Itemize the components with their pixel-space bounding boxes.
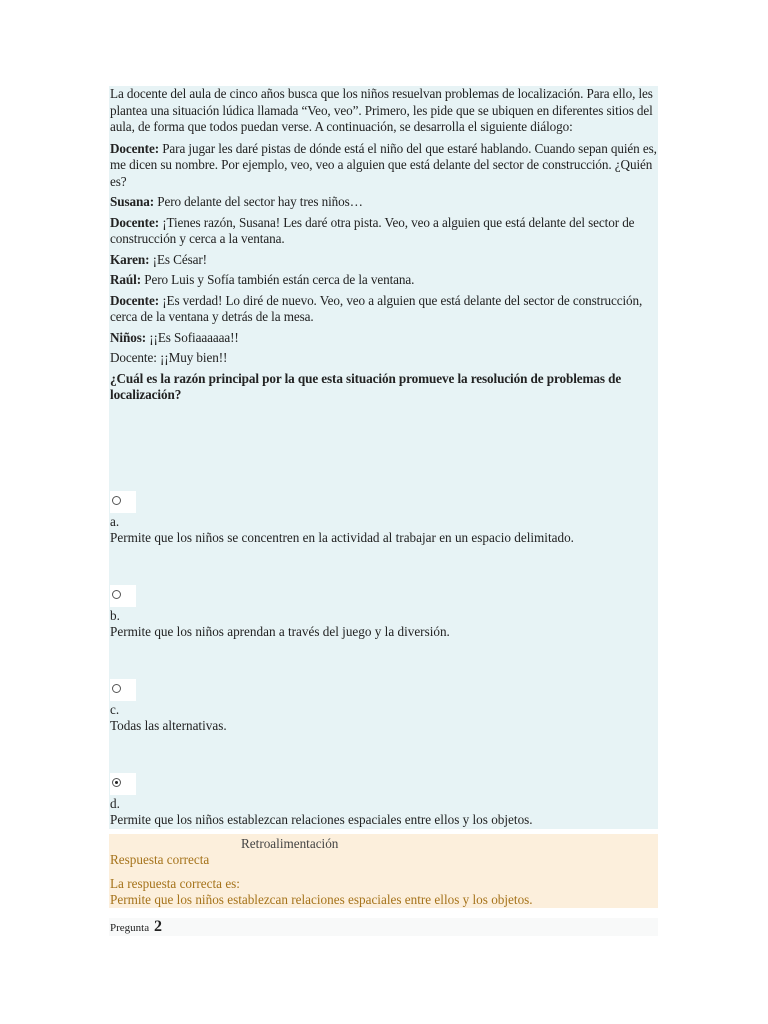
speaker-name: Niños: <box>110 329 147 345</box>
option-c-letter: c. <box>110 702 120 717</box>
dialogue-line <box>110 252 658 269</box>
feedback-answer-text: Permite que los niños establezcan relaciones espaciales entre ellos y los objetos. <box>110 892 533 907</box>
dialogue-line <box>110 194 658 211</box>
option-a-radio[interactable] <box>110 491 136 513</box>
question-label: Pregunta <box>110 922 150 934</box>
speaker-name: Susana: <box>110 194 155 209</box>
dialogue-text: Pero delante del sector hay tres niños… <box>154 194 363 209</box>
dialogue-line <box>110 330 658 347</box>
radio-circle-icon <box>112 684 121 693</box>
radio-circle-icon <box>112 496 121 505</box>
feedback-title: Retroalimentación <box>241 836 339 851</box>
option-b-text[interactable]: Permite que los niños aprendan a través del juego y la diversión. <box>110 624 450 639</box>
option-b-letter: b. <box>110 608 120 623</box>
dialogue-text: Para jugar les daré pistas de dónde está el niño del que estaré hablando. Cuando sepan quién es, me dicen su nombre. Por ejemplo, veo, veo a alguien que está delante del sector de construcción. ¿Quién es? <box>110 140 657 189</box>
speaker-name: Docente: <box>110 140 159 156</box>
dialogue-text: ¡¡Es Sofiaaaaaa!! <box>146 329 239 345</box>
dialogue-closing: Docente: ¡¡Muy bien!! <box>110 350 228 365</box>
dialogue-line <box>110 141 658 191</box>
question-text <box>110 86 658 408</box>
question-number: 2 <box>154 918 162 935</box>
speaker-name: Raúl: <box>110 272 142 287</box>
dialogue-text: ¡Es verdad! Lo diré de nuevo. Veo, veo a alguien que está delante del sector de construcción, cerca de la ventana y detrás de la mesa. <box>110 292 643 324</box>
option-d-text[interactable]: Permite que los niños establezcan relaciones espaciales entre ellos y los objetos. <box>110 812 533 827</box>
option-c-text[interactable]: Todas las alternativas. <box>110 718 227 733</box>
dialogue-text: Pero Luis y Sofía también están cerca de la ventana. <box>141 272 415 287</box>
speaker-name: Karen: <box>110 251 150 267</box>
radio-checked-icon <box>112 778 121 787</box>
dialogue-text: ¡Es César! <box>149 251 207 267</box>
option-a-letter: a. <box>110 514 120 529</box>
option-d-letter: d. <box>110 796 120 811</box>
dialogue-line <box>110 293 658 326</box>
question-prompt: ¿Cuál es la razón principal por la que esta situación promueve la resolución de problemas de localización? <box>110 370 622 402</box>
option-b-radio[interactable] <box>110 585 136 607</box>
option-d-radio[interactable] <box>110 773 136 795</box>
option-c-radio[interactable] <box>110 679 136 701</box>
feedback-answer-label: La respuesta correcta es: <box>110 876 240 891</box>
option-a-text[interactable]: Permite que los niños se concentren en la actividad al trabajar en un espacio delimitado. <box>110 530 574 545</box>
dialogue-line <box>110 215 658 248</box>
next-question-header <box>109 918 658 936</box>
radio-circle-icon <box>112 590 121 599</box>
feedback-status: Respuesta correcta <box>110 852 210 867</box>
dialogue-text: ¡Tienes razón, Susana! Les daré otra pista. Veo, veo a alguien que está delante del sector de construcción y cerca a la ventana. <box>110 214 635 246</box>
question-intro: La docente del aula de cinco años busca que los niños resuelvan problemas de localización. Para ello, les plantea una situación lúdica llamada “Veo, veo”. Primero, les pide que se ubiquen en diferentes sitios del aula, de forma que todos puedan verse. A continuación, se desarrolla el siguiente diálogo: <box>110 86 653 134</box>
speaker-name: Docente: <box>110 292 159 308</box>
speaker-name: Docente: <box>110 214 159 230</box>
dialogue-line <box>110 272 658 289</box>
